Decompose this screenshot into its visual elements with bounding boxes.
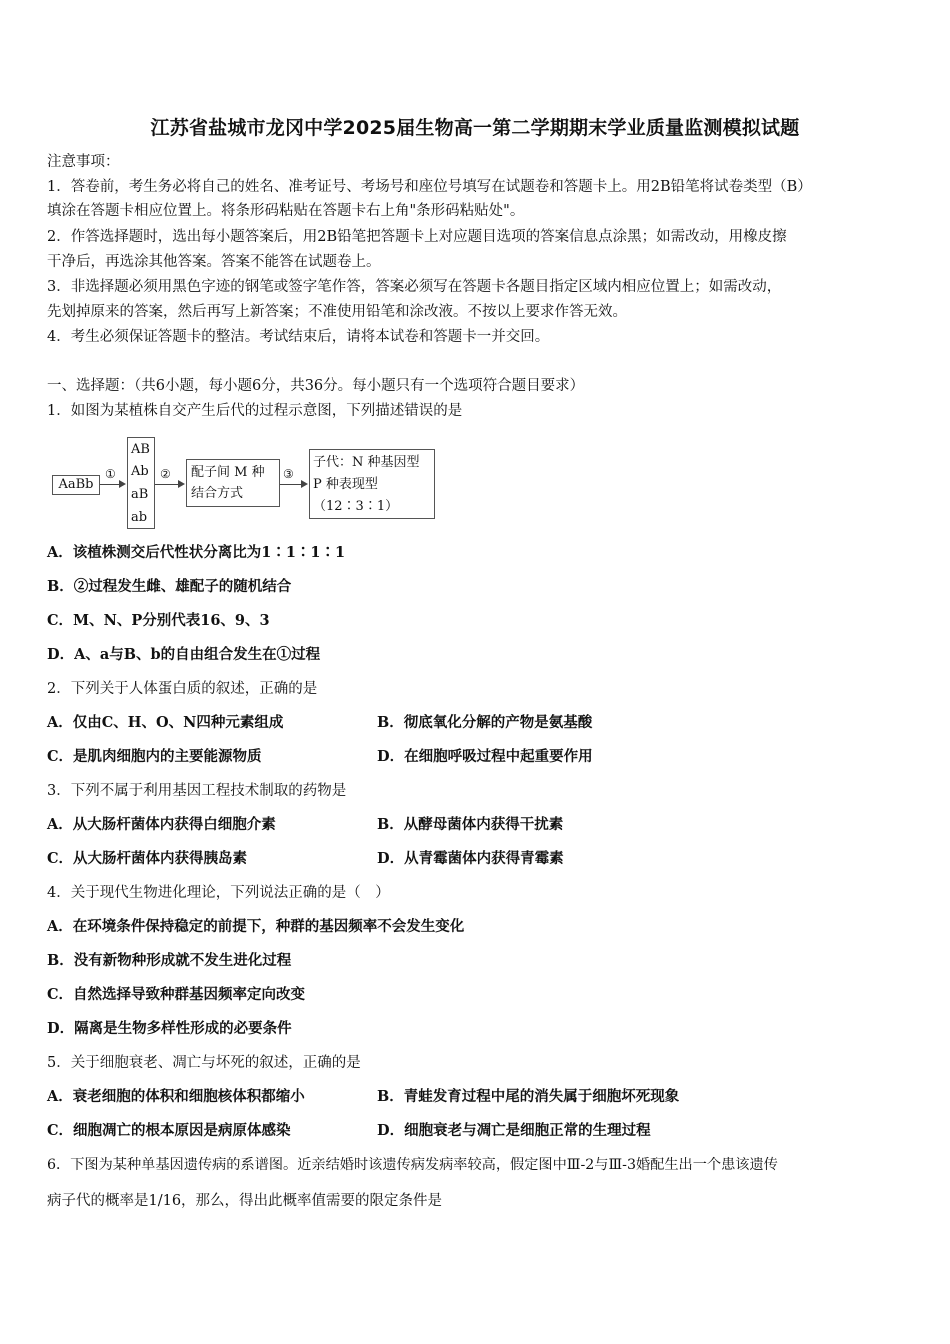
q5-stem: 5．关于细胞衰老、凋亡与坏死的叙述，正确的是 xyxy=(47,1055,361,1071)
combine-line: 配子间 M 种 xyxy=(191,465,265,480)
section-heading: 一、选择题：（共6小题，每小题6分，共36分。每小题只有一个选项符合题目要求） xyxy=(47,378,585,394)
arrow-line xyxy=(100,484,120,485)
q2-stem: 2．下列关于人体蛋白质的叙述，正确的是 xyxy=(47,681,318,697)
q2-option-c: C．是肌肉细胞内的主要能源物质 xyxy=(47,748,262,765)
q1-option-d: D．A、a与B、b的自由组合发生在①过程 xyxy=(47,646,321,663)
q4-stem: 4．关于现代生物进化理论，下列说法正确的是（ ） xyxy=(47,885,390,901)
step2-label: ② xyxy=(160,467,171,481)
arrow-line xyxy=(280,484,302,485)
q1-option-c: C．M、N、P分别代表16、9、3 xyxy=(47,612,270,629)
q1-option-a: A．该植株测交后代性状分离比为1∶1∶1∶1 xyxy=(47,544,346,561)
gametes-box xyxy=(127,437,155,529)
q5-option-c: C．细胞凋亡的根本原因是病原体感染 xyxy=(47,1122,291,1139)
page-title: 江苏省盐城市龙冈中学2025届生物高一第二学期期末学业质量监测模拟试题 xyxy=(150,117,800,139)
step3-label: ③ xyxy=(283,467,294,481)
q3-option-b: B．从酵母菌体内获得干扰素 xyxy=(377,816,564,833)
gamete-item: AB xyxy=(131,442,150,457)
q5-option-b: B．青蛙发育过程中尾的消失属于细胞坏死现象 xyxy=(377,1088,680,1105)
offspring-line: 子代：N 种基因型 xyxy=(313,455,420,470)
notice-line: 4．考生必须保证答题卡的整洁。考试结束后，请将本试卷和答题卡一并交回。 xyxy=(47,329,550,345)
offspring-line: （12∶3∶1） xyxy=(313,499,399,514)
q5-option-d: D．细胞衰老与凋亡是细胞正常的生理过程 xyxy=(377,1122,651,1139)
q4-option-d: D．隔离是生物多样性形成的必要条件 xyxy=(47,1020,292,1037)
notice-line: 3．非选择题必须用黑色字迹的钢笔或签字笔作答，答案必须写在答题卡各题目指定区域内相应位置上；如需改动， xyxy=(47,279,782,295)
q1-option-b: B．②过程发生雌、雄配子的随机结合 xyxy=(47,578,292,595)
gamete-item: Ab xyxy=(131,464,149,479)
q3-option-a: A．从大肠杆菌体内获得白细胞介素 xyxy=(47,816,276,833)
offspring-box xyxy=(309,449,435,519)
q3-stem: 3．下列不属于利用基因工程技术制取的药物是 xyxy=(47,783,347,799)
q2-option-d: D．在细胞呼吸过程中起重要作用 xyxy=(377,748,593,765)
q2-option-b: B．彻底氧化分解的产物是氨基酸 xyxy=(377,714,593,731)
combine-line: 结合方式 xyxy=(191,486,244,501)
q4-option-b: B．没有新物种形成就不发生进化过程 xyxy=(47,952,292,969)
step1-label: ① xyxy=(105,467,116,481)
diagram-start-box: AaBb xyxy=(52,475,100,495)
notice-line: 2．作答选择题时，选出每小题答案后，用2B铅笔把答题卡上对应题目选项的答案信息点涂黑；如需改动，用橡皮擦 xyxy=(47,229,787,245)
notice-heading: 注意事项： xyxy=(47,154,120,170)
notice-line: 干净后，再选涂其他答案。答案不能答在试题卷上。 xyxy=(47,254,381,270)
arrow-head xyxy=(119,480,126,488)
combine-box xyxy=(186,459,280,507)
gamete-item: ab xyxy=(131,510,148,525)
arrow-head xyxy=(178,480,185,488)
arrow-head xyxy=(301,480,308,488)
offspring-line: P 种表现型 xyxy=(313,477,378,492)
q4-option-a: A．在环境条件保持稳定的前提下，种群的基因频率不会发生变化 xyxy=(47,918,465,935)
q4-option-c: C．自然选择导致种群基因频率定向改变 xyxy=(47,986,306,1003)
q5-option-a: A．衰老细胞的体积和细胞核体积都缩小 xyxy=(47,1088,305,1105)
gamete-item: aB xyxy=(131,487,149,502)
notice-line: 填涂在答题卡相应位置上。将条形码粘贴在答题卡右上角"条形码粘贴处"。 xyxy=(47,203,525,219)
q2-option-a: A．仅由C、H、O、N四种元素组成 xyxy=(47,714,284,731)
q1-stem: 1．如图为某植株自交产生后代的过程示意图，下列描述错误的是 xyxy=(47,403,463,419)
q6-stem-line1: 6．下图为某种单基因遗传病的系谱图。近亲结婚时该遗传病发病率较高，假定图中Ⅲ-2与Ⅲ-3婚配生出一个患该遗传 xyxy=(47,1157,778,1173)
q3-option-c: C．从大肠杆菌体内获得胰岛素 xyxy=(47,850,248,867)
q6-stem-line2: 病子代的概率是1/16，那么，得出此概率值需要的限定条件是 xyxy=(47,1193,443,1209)
process-diagram xyxy=(52,437,442,529)
q3-option-d: D．从青霉菌体内获得青霉素 xyxy=(377,850,564,867)
notice-line: 1．答卷前，考生务必将自己的姓名、准考证号、考场号和座位号填写在试题卷和答题卡上。用2B铅笔将试卷类型（B） xyxy=(47,179,812,195)
arrow-line xyxy=(155,484,179,485)
notice-line: 先划掉原来的答案，然后再写上新答案；不准使用铅笔和涂改液。不按以上要求作答无效。 xyxy=(47,304,627,320)
